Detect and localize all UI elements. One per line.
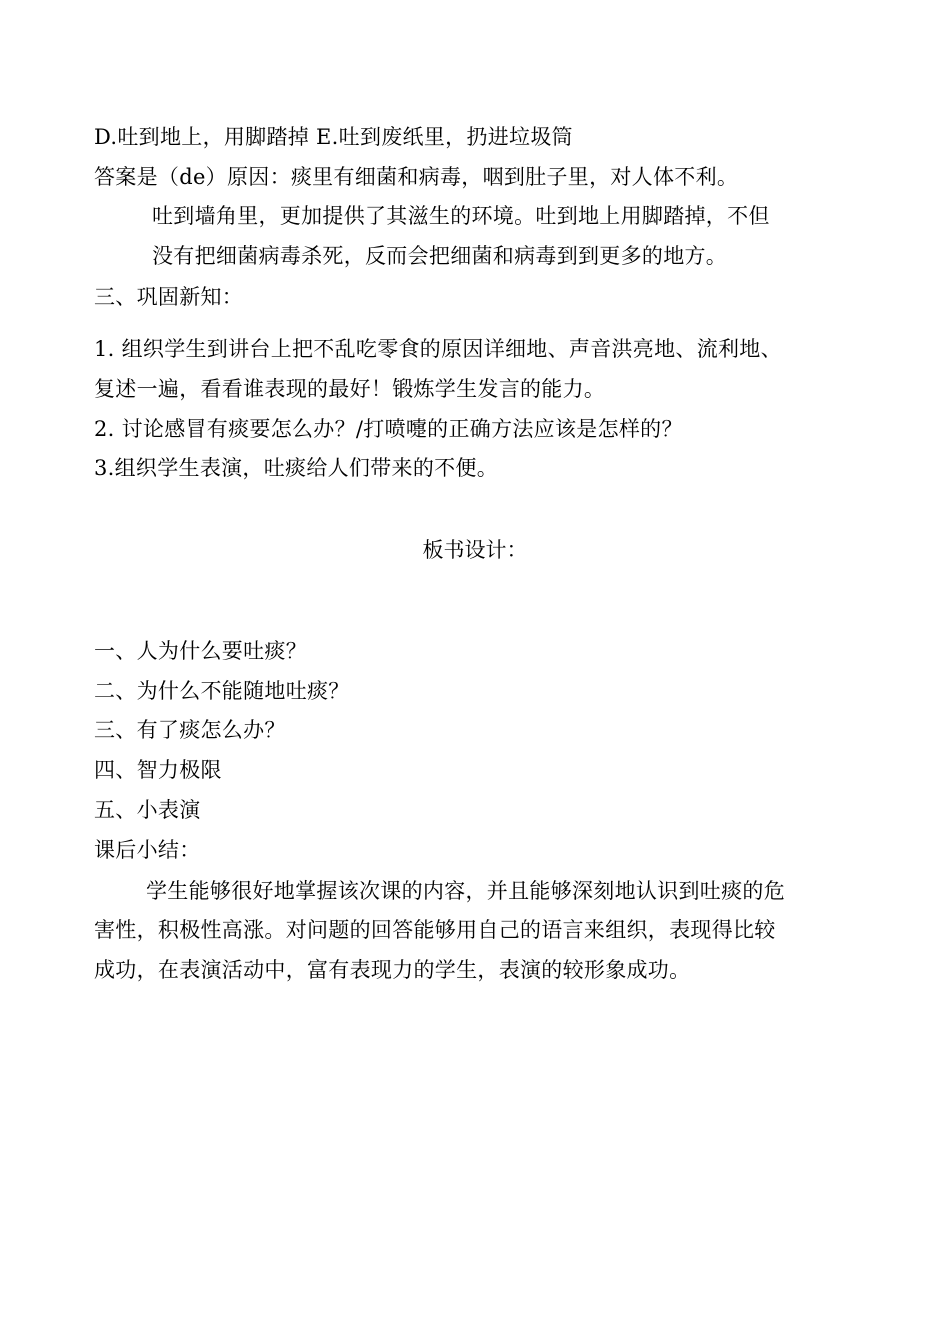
section-heading-consolidate: 三、巩固新知： [94,285,244,309]
option-line-d-e: D.吐到地上，用脚踏掉 E.吐到废纸里，扔进垃圾筒 [94,125,573,149]
activity-1-line-2: 复述一遍，看看谁表现的最好！锻炼学生发言的能力。 [94,377,606,401]
summary-paragraph-line-2: 害性，积极性高涨。对问题的回答能够用自己的语言来组织，表现得比较 [94,918,776,942]
board-item-1: 一、人为什么要吐痰？ [94,639,307,663]
board-item-4: 四、智力极限 [94,758,222,782]
answer-continuation-1: 吐到墙角里，更加提供了其滋生的环境。吐到地上用脚踏掉，不但 [152,204,770,228]
board-item-5: 五、小表演 [94,798,201,822]
board-item-3: 三、有了痰怎么办？ [94,718,286,742]
summary-heading: 课后小结： [94,838,201,862]
answer-line: 答案是（de）原因：痰里有细菌和病毒，咽到肚子里，对人体不利。 [94,165,739,189]
board-design-title: 板书设计： [422,538,528,562]
answer-continuation-2: 没有把细菌病毒杀死，反而会把细菌和病毒到到更多的地方。 [152,244,728,268]
summary-paragraph-line-1: 学生能够很好地掌握该次课的内容，并且能够深刻地认识到吐痰的危 [146,879,785,903]
activity-3: 3.组织学生表演，吐痰给人们带来的不便。 [94,456,499,480]
activity-2: 2. 讨论感冒有痰要怎么办？/打喷嚏的正确方法应该是怎样的？ [94,417,683,441]
activity-1-line-1: 1. 组织学生到讲台上把不乱吃零食的原因详细地、声音洪亮地、流利地、 [94,337,782,361]
board-item-2: 二、为什么不能随地吐痰？ [94,679,350,703]
summary-paragraph-line-3: 成功，在表演活动中，富有表现力的学生，表演的较形象成功。 [94,958,691,982]
